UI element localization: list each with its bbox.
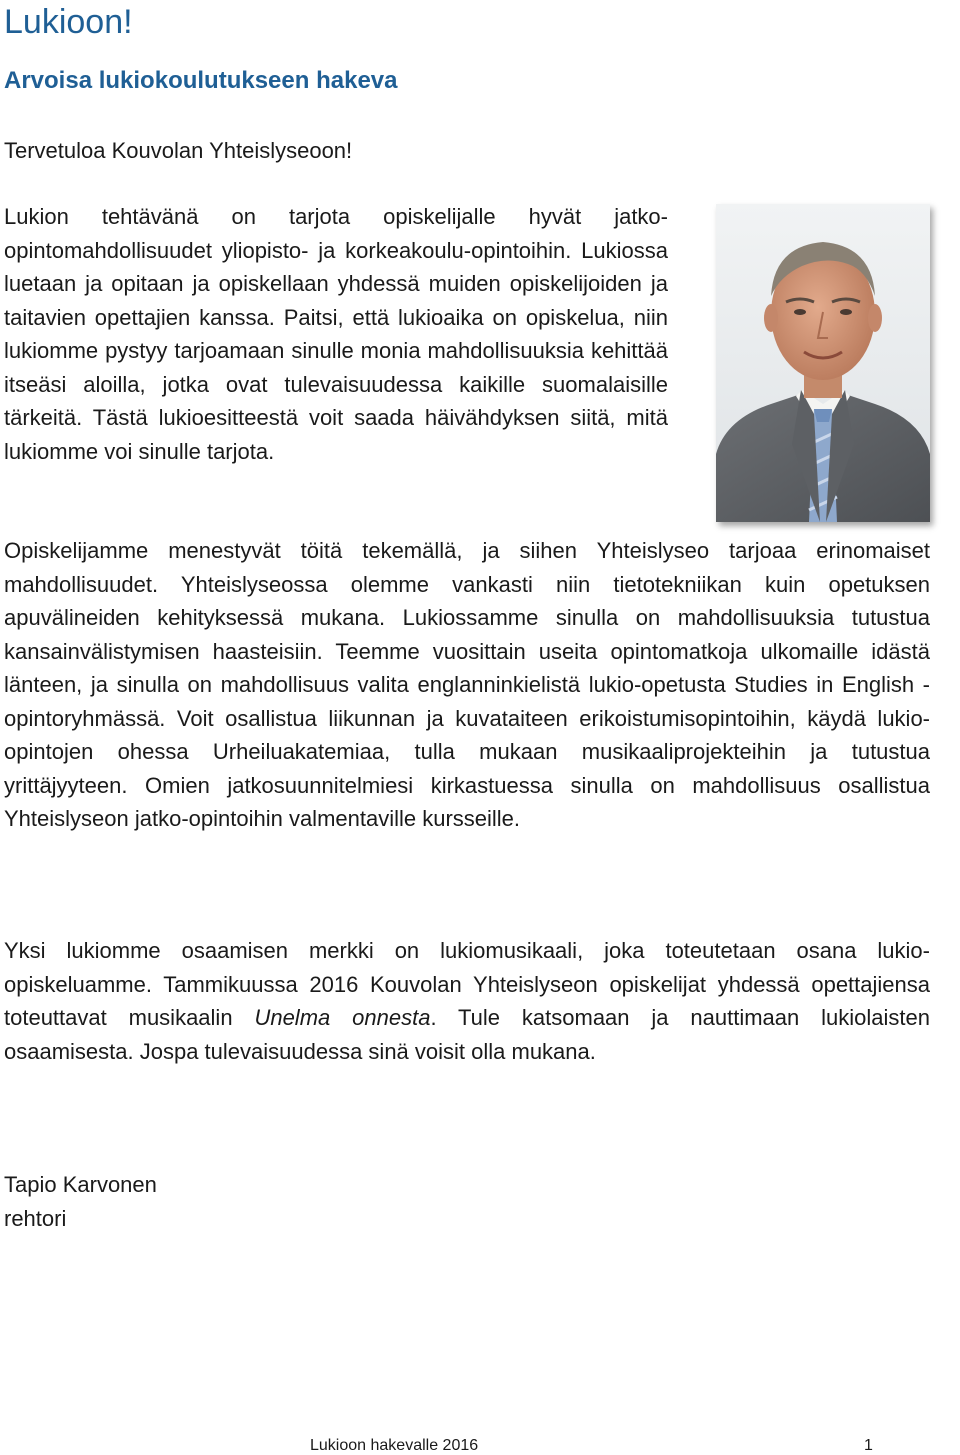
principal-portrait — [716, 204, 930, 522]
welcome-line: Tervetuloa Kouvolan Yhteislyseoon! — [4, 138, 353, 163]
musical-title: Unelma onnesta — [254, 1005, 431, 1030]
signature-role: rehtori — [4, 1205, 67, 1231]
signature-name: Tapio Karvonen — [4, 1172, 157, 1197]
intro-paragraph: Lukion tehtävänä on tarjota opiskelijalle hyvät jatko-opintomahdollisuudet yliopisto- ja korkeakoulu-opintoihin. Lukiossa luetaan ja opitaan ja opiskellaan yhdessä muiden opiskelijoiden ja taitavien opettajien kanssa. Paitsi, että lukioaika on opiskelua, niin lukiomme pystyy tarjoamaan sinulle monia mahdollisuuksia kehittää itseäsi aloilla, jotka ovat tulevaisuudessa kaikille suomalaisille tärkeitä. Tästä lukioesitteestä voit saada häivähdyksen siitä, mitä lukiomme voi sinulle tarjota. — [4, 204, 668, 464]
musical-text-before: Yksi lukiomme osaamisen merkki on lukiomusikaali, joka toteutetaan osana lukio-opiskeluamme. Tammikuussa 2016 Kouvolan Yhteislyseon opiskelijat yhdessä opettajiensa toteuttavat musikaalin — [4, 938, 930, 1030]
footer-text: Lukioon hakevalle 2016 — [310, 1437, 479, 1454]
musical-text-after: . Tule katsomaan ja nauttimaan lukiolaisten osaamisesta. Jospa tulevaisuudessa sinä voisit olla mukana. — [4, 1005, 930, 1064]
musical-paragraph — [4, 934, 930, 1068]
signature — [4, 1168, 157, 1235]
page-title: Lukioon! — [4, 3, 133, 41]
opportunities-paragraph: Opiskelijamme menestyvät töitä tekemällä, ja siihen Yhteislyseo tarjoaa erinomaiset mahdollisuudet. Yhteislyseossa olemme vankasti niin tietotekniikan kuin opetuksen apuvälineiden kehityksessä mukana. Lukiossamme sinulla on mahdollisuuksia tutustua kansainvälistymisen haasteisiin. Teemme vuosittain useita opintomatkoja ulkomaille idästä länteen, ja sinulla on mahdollisuus valita englanninkielistä lukio-opetusta Studies in English -opintoryhmässä. Voit osallistua liikunnan ja kuvataiteen erikoistumisopintoihin, käydä lukio-opintojen ohessa Urheiluakatemiaa, tulla mukaan musikaaliprojekteihin ja tutustua yrittäjyyteen. Omien jatkosuunnitelmiesi kirkastuessa sinulla on mahdollisuus osallistua Yhteislyseon jatko-opintoihin valmentaville kursseille. — [4, 538, 930, 831]
page-number: 1 — [864, 1437, 873, 1454]
greeting-heading: Arvoisa lukiokoulutukseen hakeva — [4, 67, 398, 94]
